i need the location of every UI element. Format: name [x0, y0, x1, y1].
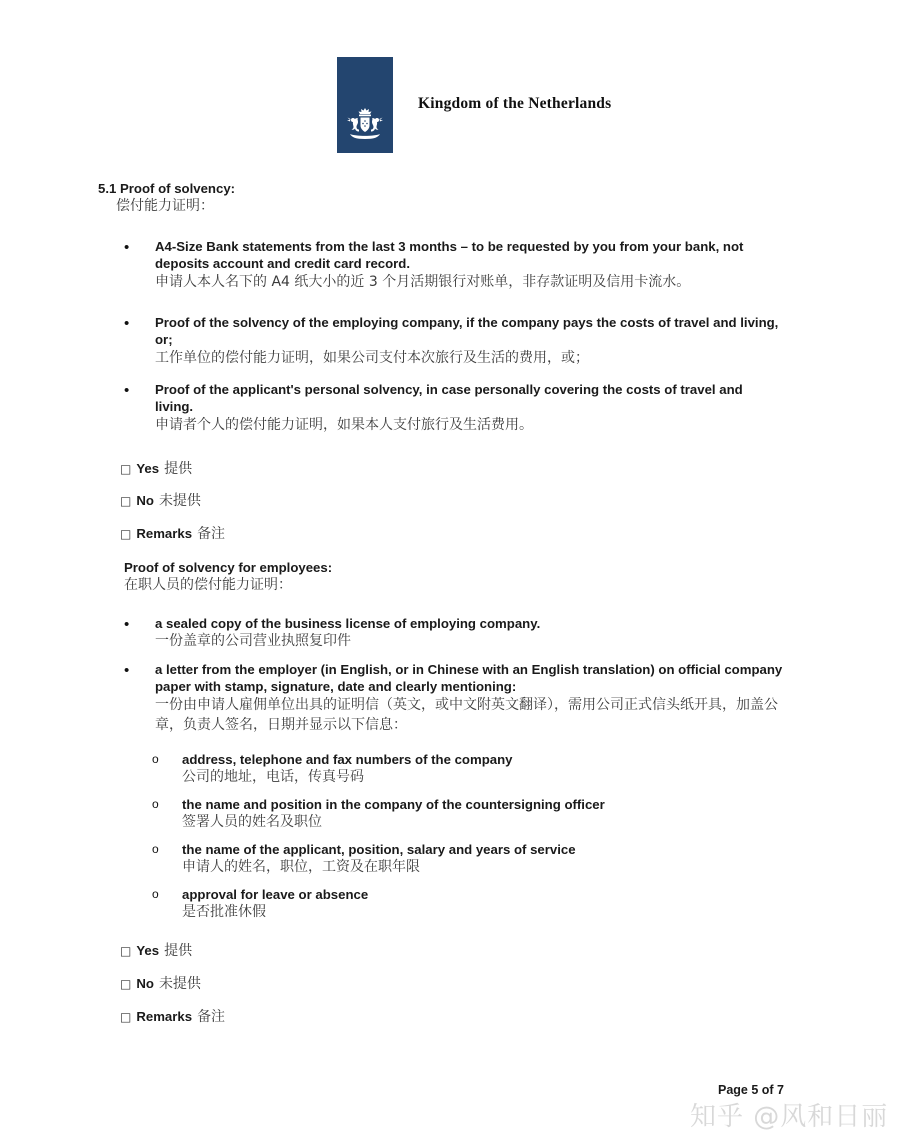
bullet-marker-icon: •	[124, 315, 130, 332]
checkbox-label-en: No	[136, 493, 154, 508]
checkbox-label-en: Remarks	[136, 526, 193, 541]
checkbox-row-yes-2[interactable]	[120, 940, 192, 960]
checkbox-label-en: Yes	[136, 461, 160, 476]
page-number-footer: Page 5 of 7	[718, 1083, 784, 1097]
list-item-zh: 申请人本人名下的 A4 纸大小的近 3 个月活期银行对账单，非存款证明及信用卡流水。	[155, 273, 691, 290]
checkbox-row-yes-1[interactable]	[120, 458, 192, 478]
sub-bullet-marker-icon: o	[152, 842, 159, 856]
bullet-marker-icon: •	[124, 382, 130, 399]
checkbox-label-zh: 备注	[197, 526, 226, 542]
sub-list-item	[152, 751, 752, 788]
sub-bullet-marker-icon: o	[152, 752, 159, 766]
section-heading-5-1-en: 5.1 Proof of solvency:	[98, 181, 236, 196]
bullet-marker-icon: •	[124, 662, 130, 679]
checkbox-label-en: No	[136, 976, 154, 991]
sub-list-item	[152, 841, 752, 878]
checkbox-icon[interactable]: □	[120, 1010, 132, 1024]
checkbox-row-no-1[interactable]	[120, 490, 201, 510]
checkbox-label-zh: 未提供	[158, 976, 201, 992]
sub-list-item-zh: 公司的地址，电话，传真号码	[182, 769, 364, 786]
checkbox-row-remarks-2[interactable]	[120, 1006, 225, 1026]
section-heading-5-1-zh: 偿付能力证明：	[116, 198, 214, 215]
sub-bullet-marker-icon: o	[152, 797, 159, 811]
list-item	[124, 381, 784, 436]
document-header	[337, 57, 611, 153]
list-item-en: Proof of the applicant's personal solvency, in case personally covering the costs of travel and living.	[155, 382, 743, 415]
watermark: 知乎 @风和日丽	[690, 1102, 889, 1132]
checkbox-label-en: Remarks	[136, 1009, 193, 1024]
sub-list-item	[152, 796, 752, 833]
checkbox-icon[interactable]: □	[120, 494, 132, 508]
sub-list-item-body	[182, 796, 752, 833]
list-item-body	[155, 661, 799, 736]
list-item-body	[155, 381, 784, 436]
checkbox-icon[interactable]: □	[120, 944, 132, 958]
subsection-heading-en: Proof of solvency for employees:	[124, 560, 333, 575]
list-item	[124, 661, 799, 736]
organization-title: Kingdom of the Netherlands	[418, 95, 612, 112]
netherlands-logo-block	[337, 57, 393, 153]
checkbox-label-zh: 提供	[164, 461, 193, 477]
sub-list-item-body	[182, 751, 752, 788]
sub-bullet-marker-icon: o	[152, 887, 159, 901]
checkbox-label-zh: 提供	[164, 943, 193, 959]
section-heading-5-1	[98, 180, 235, 217]
checkbox-row-remarks-1[interactable]	[120, 523, 225, 543]
checkbox-label-en: Yes	[136, 943, 160, 958]
list-item-zh: 一份盖章的公司营业执照复印件	[155, 633, 351, 650]
list-item	[124, 314, 784, 369]
bullet-marker-icon: •	[124, 239, 130, 256]
checkbox-row-no-2[interactable]	[120, 973, 201, 993]
list-item-en: a sealed copy of the business license of employing company.	[155, 616, 541, 631]
checkbox-icon[interactable]: □	[120, 462, 132, 476]
sub-list-item-body	[182, 841, 752, 878]
checkbox-icon[interactable]: □	[120, 977, 132, 991]
sub-list-item-zh: 签署人员的姓名及职位	[182, 814, 322, 831]
checkbox-label-zh: 未提供	[158, 493, 201, 509]
list-item-body	[155, 238, 794, 293]
subsection-heading-employees	[124, 559, 332, 596]
list-item-body	[155, 615, 784, 652]
sub-list-item-body	[182, 886, 752, 923]
list-item-body	[155, 314, 784, 369]
netherlands-coat-of-arms-icon	[343, 107, 387, 141]
sub-list-item-en: the name of the applicant, position, salary and years of service	[182, 842, 576, 857]
list-item-en: Proof of the solvency of the employing company, if the company pays the costs of travel and living, or;	[155, 315, 779, 348]
list-item-en: a letter from the employer (in English, or in Chinese with an English translation) on official company paper with stamp, signature, date and clearly mentioning:	[155, 662, 783, 695]
list-item-zh: 申请者个人的偿付能力证明，如果本人支付旅行及生活费用。	[155, 416, 533, 433]
list-item	[124, 238, 794, 293]
sub-list-item-en: approval for leave or absence	[182, 887, 369, 902]
checkbox-icon[interactable]: □	[120, 527, 132, 541]
sub-list-item	[152, 886, 752, 923]
sub-list-item-zh: 申请人的姓名，职位，工资及在职年限	[182, 859, 420, 876]
list-item-zh: 一份由申请人雇佣单位出具的证明信（英文，或中文附英文翻译），需用公司正式信头纸开具，加盖公章，负责人签名，日期并显示以下信息：	[155, 696, 778, 733]
checkbox-label-zh: 备注	[197, 1009, 226, 1025]
list-item-zh: 工作单位的偿付能力证明，如果公司支付本次旅行及生活的费用，或；	[155, 349, 589, 366]
sub-list-item-en: address, telephone and fax numbers of the company	[182, 752, 513, 767]
bullet-marker-icon: •	[124, 616, 130, 633]
sub-list-item-en: the name and position in the company of the countersigning officer	[182, 797, 605, 812]
list-item	[124, 615, 784, 652]
sub-list-item-zh: 是否批准休假	[182, 904, 266, 921]
subsection-heading-zh: 在职人员的偿付能力证明：	[124, 577, 292, 594]
list-item-en: A4-Size Bank statements from the last 3 months – to be requested by you from your bank, not deposits account and credit card record.	[155, 239, 744, 272]
